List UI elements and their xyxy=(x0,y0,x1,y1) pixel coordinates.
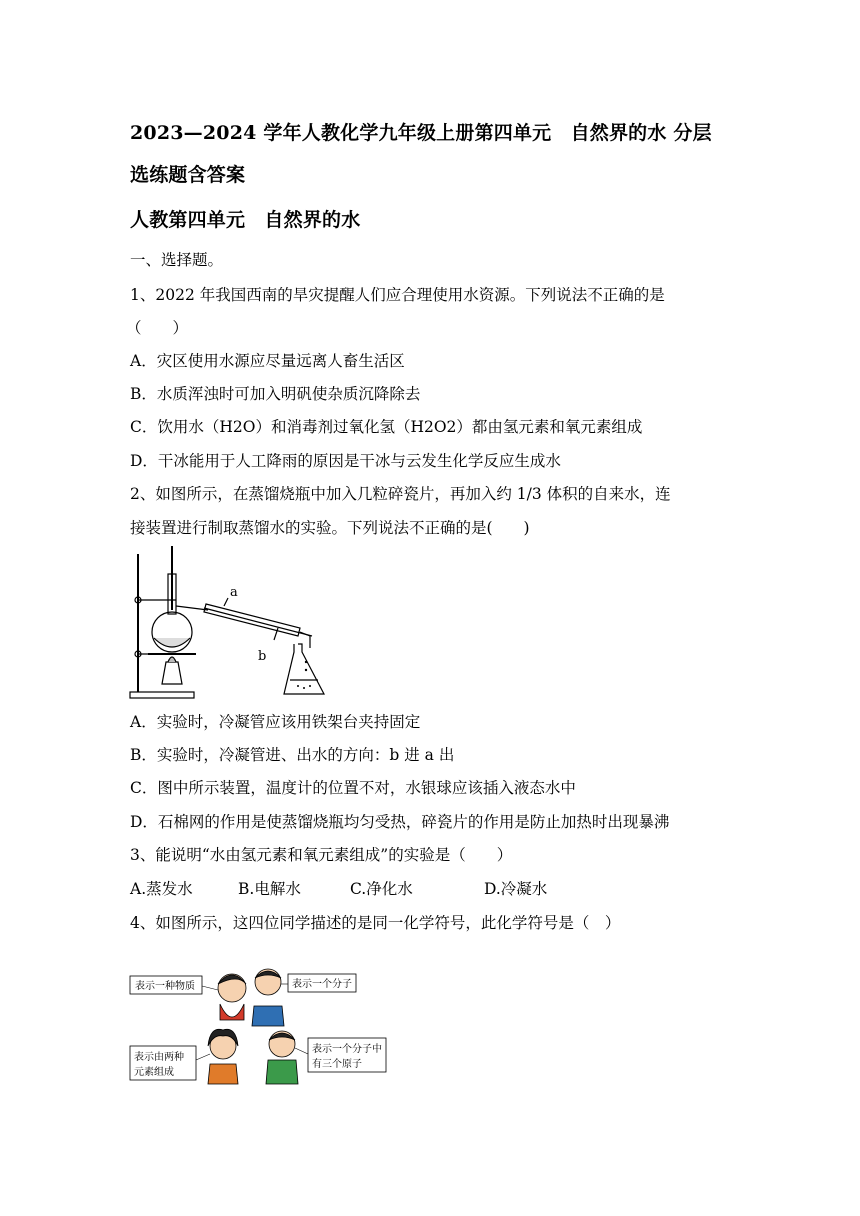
q4-stem: 4、如图所示，这四位同学描述的是同一化学符号，此化学符号是（ ） xyxy=(130,914,621,932)
q3-stem: 3、能说明“水由氢元素和氧元素组成”的实验是（ ） xyxy=(130,846,513,864)
q2-stem-line2: 接装置进行制取蒸馏水的实验。下列说法不正确的是( ) xyxy=(130,519,530,537)
q3-options xyxy=(130,877,547,899)
q1-option-a: A．灾区使用水源应尽量远离人畜生活区 xyxy=(130,352,405,370)
figure-label-b: b xyxy=(258,649,267,664)
bubble-bottom-right-line2: 有三个原子 xyxy=(312,1059,362,1070)
q1-stem: 1、2022 年我国西南的旱灾提醒人们应合理使用水资源。下列说法不正确的是 xyxy=(130,286,665,304)
section-heading: 人教第四单元 自然界的水 xyxy=(130,209,361,231)
document-title-line1: 2023—2024 学年人教化学九年级上册第四单元 自然界的水 分层 xyxy=(130,122,712,144)
part-heading: 一、选择题。 xyxy=(130,251,224,269)
bubble-top-left: 表示一种物质 xyxy=(135,981,195,992)
q2-option-b: B．实验时，冷凝管进、出水的方向：b 进 a 出 xyxy=(130,746,455,764)
q1-option-d: D．干冰能用于人工降雨的原因是干冰与云发生化学反应生成水 xyxy=(130,452,561,470)
q1-option-b: B．水质浑浊时可加入明矾使杂质沉降除去 xyxy=(130,385,421,403)
q1-option-c: C．饮用水（H2O）和消毒剂过氧化氢（H2O2）都由氢元素和氧元素组成 xyxy=(130,418,643,436)
q1-answer-blank: （ ） xyxy=(126,319,189,337)
document-title-line2: 选练题含答案 xyxy=(130,164,246,186)
figure-label-a: a xyxy=(230,585,238,600)
q3-option-b: B.电解水 xyxy=(238,880,301,898)
bubble-bottom-right-line1: 表示一个分子中 xyxy=(312,1044,382,1055)
q3-option-c: C.净化水 xyxy=(350,880,413,898)
q3-option-d: D.冷凝水 xyxy=(484,880,548,898)
bubble-bottom-left-line2: 元素组成 xyxy=(134,1067,174,1078)
q2-option-a: A．实验时，冷凝管应该用铁架台夹持固定 xyxy=(130,713,421,731)
distillation-apparatus-figure xyxy=(128,544,328,702)
q2-stem-line1: 2、如图所示，在蒸馏烧瓶中加入几粒碎瓷片，再加入约 1/3 体积的自来水，连 xyxy=(130,485,671,503)
q2-option-c: C．图中所示装置，温度计的位置不对，水银球应该插入液态水中 xyxy=(130,779,576,797)
bubble-bottom-left-line1: 表示由两种 xyxy=(134,1052,184,1063)
q2-option-d: D．石棉网的作用是使蒸馏烧瓶均匀受热，碎瓷片的作用是防止加热时出现暴沸 xyxy=(130,813,670,831)
four-students-figure xyxy=(128,960,390,1086)
bubble-top-right: 表示一个分子 xyxy=(292,979,352,990)
q3-option-a: A.蒸发水 xyxy=(130,880,193,898)
